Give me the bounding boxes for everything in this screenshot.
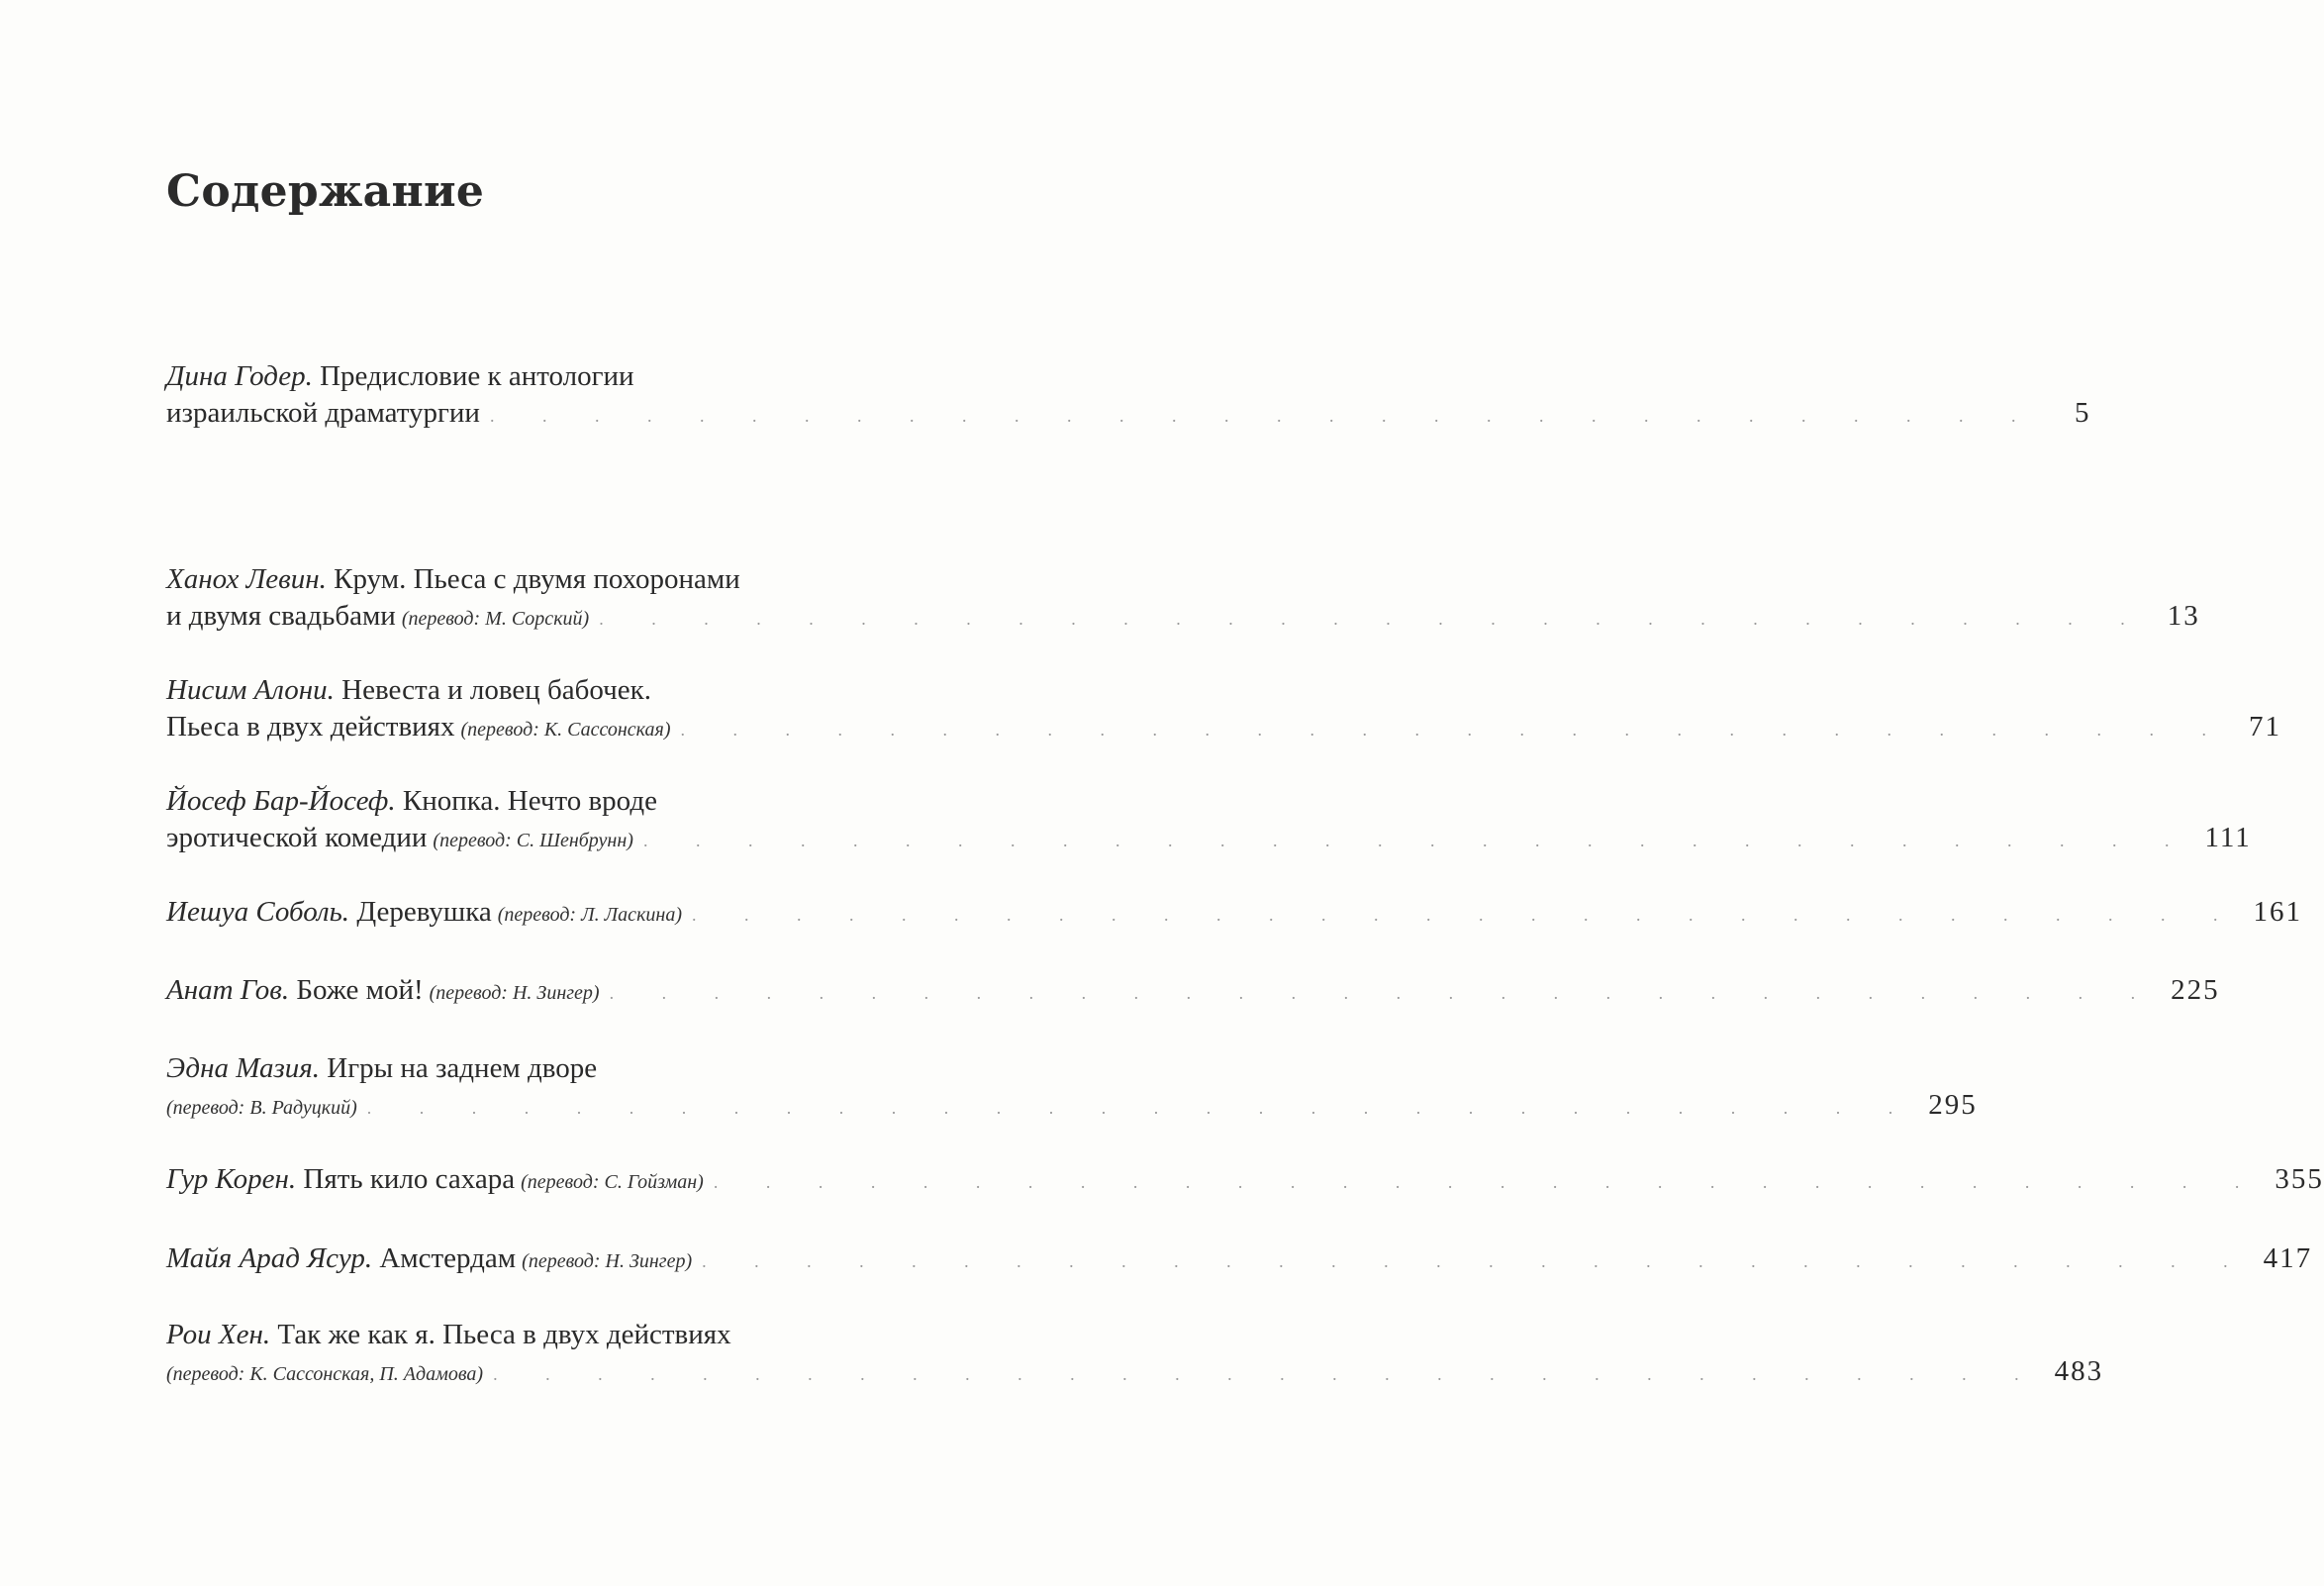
entry-title-continued: израильской драматургии bbox=[166, 397, 480, 429]
dot-leader: . . . . . . . . . . . . . . . . . . . . . . . . . . . . . . bbox=[489, 406, 2038, 426]
entry-page-number: 161 bbox=[2253, 896, 2302, 928]
toc-entry-sobol[interactable] bbox=[166, 894, 2302, 934]
entry-page-number: 13 bbox=[2167, 600, 2200, 632]
entry-title: Амстердам bbox=[379, 1242, 517, 1274]
toc-entry-arad-yasur[interactable] bbox=[166, 1240, 2313, 1280]
toc-entry-koren[interactable] bbox=[166, 1161, 2324, 1201]
entry-author: Эдна Мазия. bbox=[166, 1052, 320, 1084]
entry-author: Йосеф Бар-Йосеф. bbox=[166, 785, 396, 817]
entry-translator: (перевод: Н. Зингер) bbox=[429, 982, 600, 1004]
toc-entry-gov[interactable] bbox=[166, 972, 2220, 1012]
dot-leader: . . . . . . . . . . . . . . . . . . . . . . . . . . . . . . bbox=[680, 720, 2228, 740]
entry-title: Крум. Пьеса с двумя похоронами bbox=[334, 563, 740, 595]
dot-leader: . . . . . . . . . . . . . . . . . . . . . . . . . . . . . . bbox=[702, 1251, 2250, 1271]
entry-author: Анат Гов. bbox=[166, 974, 290, 1006]
entry-title: Кнопка. Нечто вроде bbox=[402, 785, 657, 817]
entry-page-number: 111 bbox=[2204, 822, 2252, 853]
page-title: Содержание bbox=[166, 166, 485, 217]
entry-title: Предисловие к антологии bbox=[320, 360, 634, 392]
entry-page-number: 417 bbox=[2263, 1242, 2313, 1274]
entry-title-continued: Пьеса в двух действиях bbox=[166, 711, 455, 743]
toc-entry-aloni[interactable] bbox=[166, 672, 2281, 748]
entry-translator: (перевод: Н. Зингер) bbox=[522, 1250, 693, 1272]
entry-author: Майя Арад Ясур. bbox=[166, 1242, 373, 1274]
dot-leader: . . . . . . . . . . . . . . . . . . . . . . . . . . . . . . bbox=[609, 983, 2158, 1003]
toc-entry-hen[interactable] bbox=[166, 1317, 2104, 1393]
entry-title: Деревушка bbox=[356, 896, 492, 928]
entry-author: Дина Годер. bbox=[166, 360, 313, 392]
entry-title: Так же как я. Пьеса в двух действиях bbox=[277, 1319, 731, 1350]
entry-author: Иешуа Соболь. bbox=[166, 896, 350, 928]
dot-leader: . . . . . . . . . . . . . . . . . . . . . . . . . . . . . . bbox=[642, 831, 2191, 850]
dot-leader: . . . . . . . . . . . . . . . . . . . . . . . . . . . . . . bbox=[366, 1098, 1915, 1118]
entry-page-number: 5 bbox=[2074, 397, 2091, 429]
entry-author: Ханох Левин. bbox=[166, 563, 327, 595]
entry-translator: (перевод: С. Гойзман) bbox=[521, 1171, 704, 1193]
entry-author: Рои Хен. bbox=[166, 1319, 271, 1350]
entry-page-number: 483 bbox=[2054, 1355, 2104, 1387]
toc-entry-bar-yosef[interactable] bbox=[166, 783, 2252, 859]
entry-author: Нисим Алони. bbox=[166, 674, 335, 706]
entry-title: Боже мой! bbox=[296, 974, 424, 1006]
entry-translator: (перевод: М. Сорский) bbox=[401, 608, 590, 630]
entry-translator: (перевод: Л. Ласкина) bbox=[497, 904, 682, 926]
dot-leader: . . . . . . . . . . . . . . . . . . . . . . . . . . . . . . bbox=[692, 905, 2240, 925]
toc-entry-mazia[interactable] bbox=[166, 1050, 1978, 1127]
entry-translator: (перевод: В. Радуцкий) bbox=[166, 1097, 357, 1119]
entry-translator: (перевод: К. Сассонская, П. Адамова) bbox=[166, 1363, 484, 1385]
entry-title: Невеста и ловец бабочек. bbox=[341, 674, 651, 706]
dot-leader: . . . . . . . . . . . . . . . . . . . . . . . . . . . . . . bbox=[599, 609, 2147, 629]
entry-title-continued: эротической комедии bbox=[166, 822, 428, 853]
entry-page-number: 355 bbox=[2275, 1163, 2324, 1195]
dot-leader: . . . . . . . . . . . . . . . . . . . . . . . . . . . . . . bbox=[493, 1364, 2041, 1384]
entry-author: Гур Корен. bbox=[166, 1163, 297, 1195]
entry-translator: (перевод: К. Сассонская) bbox=[460, 719, 671, 741]
entry-title: Игры на заднем дворе bbox=[327, 1052, 598, 1084]
entry-translator: (перевод: С. Шенбрунн) bbox=[433, 830, 633, 851]
dot-leader: . . . . . . . . . . . . . . . . . . . . . . . . . . . . . . bbox=[713, 1172, 2262, 1192]
entry-page-number: 295 bbox=[1928, 1089, 1978, 1121]
entry-title-continued: и двумя свадьбами bbox=[166, 600, 396, 632]
toc-entry-levin[interactable] bbox=[166, 561, 2200, 638]
entry-title: Пять кило сахара bbox=[303, 1163, 516, 1195]
entry-page-number: 71 bbox=[2249, 711, 2281, 743]
toc-entry-preface[interactable] bbox=[166, 358, 2091, 435]
entry-page-number: 225 bbox=[2171, 974, 2220, 1006]
